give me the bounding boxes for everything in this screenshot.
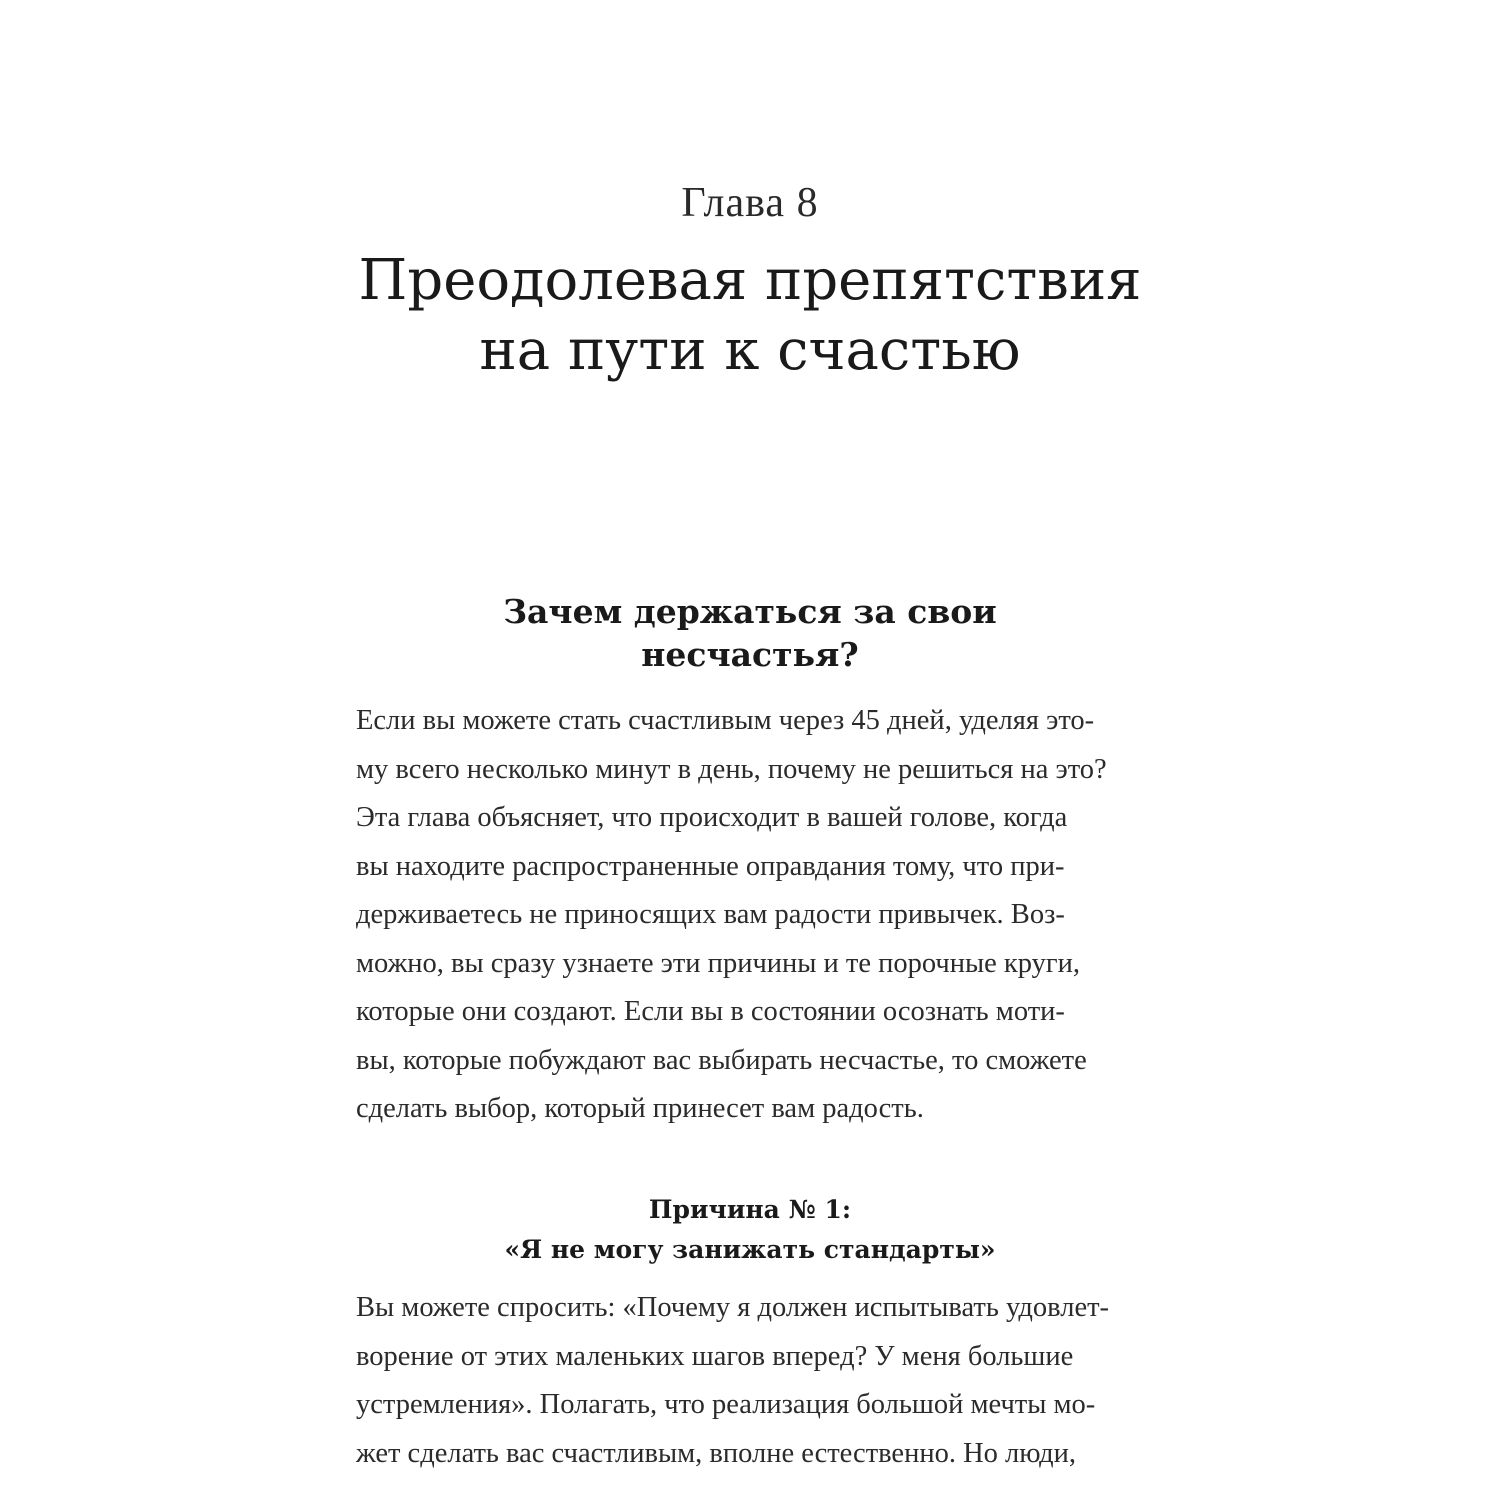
chapter-title-line: на пути к счастью [479,318,1021,383]
reason-paragraph [356,1284,1176,1478]
reason-heading-line: Причина № 1: [648,1195,852,1224]
text-line: вы находите распространенные оправдания тому, что при- [356,850,1065,882]
chapter-title-line: Преодолевая препятствия [358,248,1142,313]
text-line: Эта глава объясняет, что происходит в вашей голове, когда [356,802,1068,833]
chapter-label: Глава 8 [681,180,819,226]
text-line: можно, вы сразу узнаете эти причины и те порочные круги, [356,947,1080,979]
section-heading-line: Зачем держаться за свои [503,592,997,631]
reason-heading [0,1190,1500,1270]
text-line: сделать выбор, который принесет вам радость. [356,1093,924,1124]
reason-heading-line: «Я не могу занижать стандарты» [504,1235,996,1264]
section-paragraph [356,697,1176,1134]
text-line: вы, которые побуждают вас выбирать несчастье, то сможете [356,1044,1087,1076]
text-line: устремления». Полагать, что реализация большой мечты мо- [356,1389,1096,1420]
text-line: му всего несколько минут в день, почему не решиться на это? [356,753,1107,785]
section-heading-line: несчастья? [641,635,859,674]
text-line: ворение от этих маленьких шагов вперед? У меня большие [356,1340,1074,1372]
text-line: Вы можете спросить: «Почему я должен испытывать удовлет- [356,1292,1110,1323]
chapter-title [0,246,1500,386]
text-line: которые они создают. Если вы в состоянии осознать моти- [356,996,1065,1027]
text-line: Если вы можете стать счастливым через 45 дней, уделяя это- [356,705,1095,736]
text-line: держиваетесь не приносящих вам радости привычек. Воз- [356,899,1065,930]
text-line: жет сделать вас счастливым, вполне естественно. Но люди, [356,1437,1076,1469]
section-heading [0,590,1500,676]
